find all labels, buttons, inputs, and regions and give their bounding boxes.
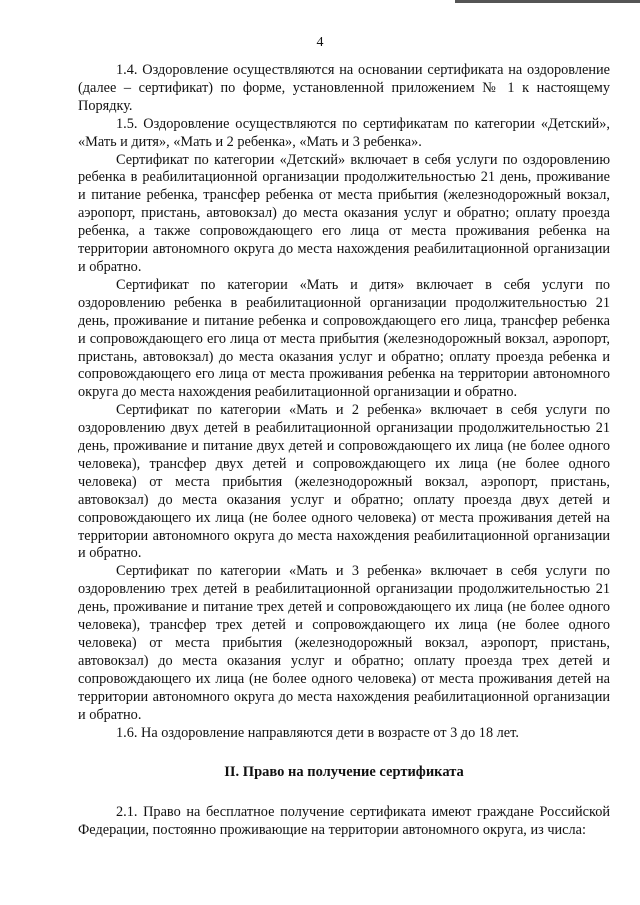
paragraph-2-1: 2.1. Право на бесплатное получение сертификата имеют граждане Российской Федерации, постоянно проживающие на территории автономного округа, из числа: (78, 804, 610, 839)
scan-edge-line (455, 0, 640, 3)
paragraph-certificate-mother-2: Сертификат по категории «Мать и 2 ребенка» включает в себя услуги по оздоровлению двух детей в реабилитационной организации продолжительностью 21 день, проживание и питание двух детей и сопровождающего их лица (не более одного человека), трансфер двух детей и сопровождающего их лица (не более одного человека) от места прибытия (железнодорожный вокзал, аэропорт, пристань, автовокзал) до места оказания услуг и обратно; оплату проезда двух детей и сопровождающего их лица (не более одного человека) от места проживания детей на территории автономного округа до места нахождения реабилитационной организации и обратно. (78, 402, 610, 562)
paragraph-certificate-mother-3: Сертификат по категории «Мать и 3 ребенка» включает в себя услуги по оздоровлению трех детей в реабилитационной организации продолжительностью 21 день, проживание и питание трех детей и сопровождающего их лица (не более одного человека), трансфер трех детей и сопровождающего их лица (не более одного человека) от места прибытия (железнодорожный вокзал, аэропорт, пристань, автовокзал) до места оказания услуг и обратно; оплату проезда трех детей и сопровождающего их лица (не более одного человека) от места проживания детей на территории автономного округа до места нахождения реабилитационной организации и обратно. (78, 563, 610, 723)
paragraph-1-6: 1.6. На оздоровление направляются дети в возрасте от 3 до 18 лет. (116, 724, 519, 741)
page-number: 4 (316, 35, 324, 50)
document-body (78, 62, 610, 840)
paragraph-certificate-mother-child: Сертификат по категории «Мать и дитя» включает в себя услуги по оздоровлению ребенка в реабилитационной организации продолжительностью 21 день, проживание и питание ребенка и сопровождающего его лица, трансфер ребенка и сопровождающего его лица от места прибытия (железнодорожный вокзал, аэропорт, пристань, автовокзал) до места оказания услуг и обратно; оплату проезда ребенка и сопровождающего его лица от места проживания ребенка на территории автономного округа до места нахождения реабилитационной организации и обратно. (78, 276, 610, 401)
paragraph-certificate-child: Сертификат по категории «Детский» включает в себя услуги по оздоровлению ребенка в реабилитационной организации продолжительностью 21 день, проживание и питание ребенка, трансфер ребенка от места прибытия (железнодорожный вокзал, аэропорт, пристань, автовокзал) до места оказания услуг и обратно; оплату проезда ребенка, а также сопровождающего его лица от места проживания ребенка на территории автономного округа до места нахождения реабилитационной организации и обратно. (78, 151, 610, 275)
paragraph-1-4: 1.4. Оздоровление осуществляются на основании сертификата на оздоровление (далее – сертификат) по форме, установленной приложением № 1 к настоящему Порядку. (78, 62, 610, 114)
section-heading: II. Право на получение сертификата (224, 764, 464, 781)
paragraph-1-5: 1.5. Оздоровление осуществляются по сертификатам по категории «Детский», «Мать и дитя», «Мать и 2 ребенка», «Мать и 3 ребенка». (78, 115, 610, 150)
